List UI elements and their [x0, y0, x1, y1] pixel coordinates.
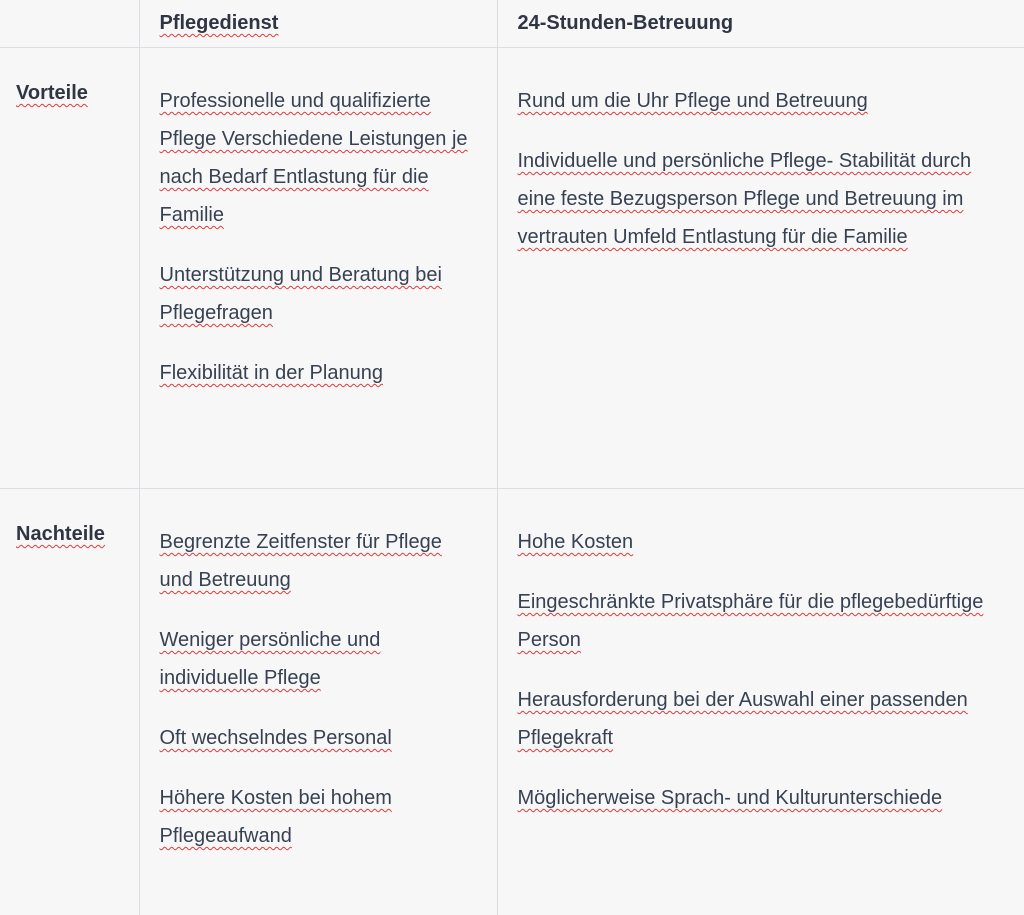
header-pflegedienst: Pflegedienst	[139, 0, 497, 48]
header-24h-betreuung: 24-Stunden-Betreuung	[497, 0, 1024, 48]
list-item: Möglicherweise Sprach- und Kulturunterschiede	[518, 779, 1005, 817]
list-item: Eingeschränkte Privatsphäre für die pflegebedürftige Person	[518, 583, 1005, 659]
cell-vorteile-betreuung	[497, 48, 1024, 489]
header-empty	[0, 0, 139, 48]
list-item: Herausforderung bei der Auswahl einer passenden Pflegekraft	[518, 681, 1005, 757]
list-item: Weniger persönliche und individuelle Pflege	[160, 621, 477, 697]
row-label-nachteile: Nachteile	[0, 489, 139, 915]
list-item: Begrenzte Zeitfenster für Pflege und Betreuung	[160, 523, 477, 599]
cell-nachteile-betreuung	[497, 489, 1024, 915]
header-row	[0, 0, 1024, 48]
row-label-vorteile: Vorteile	[0, 48, 139, 489]
list-item: Individuelle und persönliche Pflege- Stabilität durch eine feste Bezugsperson Pflege und Betreuung im vertrauten Umfeld Entlastung für die Familie	[518, 142, 1005, 256]
table-row	[0, 48, 1024, 489]
list-item: Unterstützung und Beratung bei Pflegefragen	[160, 256, 477, 332]
cell-vorteile-pflegedienst	[139, 48, 497, 489]
cell-nachteile-pflegedienst	[139, 489, 497, 915]
table-row	[0, 489, 1024, 915]
list-item: Flexibilität in der Planung	[160, 354, 477, 392]
list-item: Oft wechselndes Personal	[160, 719, 477, 757]
list-item: Professionelle und qualifizierte Pflege Verschiedene Leistungen je nach Bedarf Entlastung für die Familie	[160, 82, 477, 234]
list-item: Rund um die Uhr Pflege und Betreuung	[518, 82, 1005, 120]
list-item: Höhere Kosten bei hohem Pflegeaufwand	[160, 779, 477, 855]
list-item: Hohe Kosten	[518, 523, 1005, 561]
